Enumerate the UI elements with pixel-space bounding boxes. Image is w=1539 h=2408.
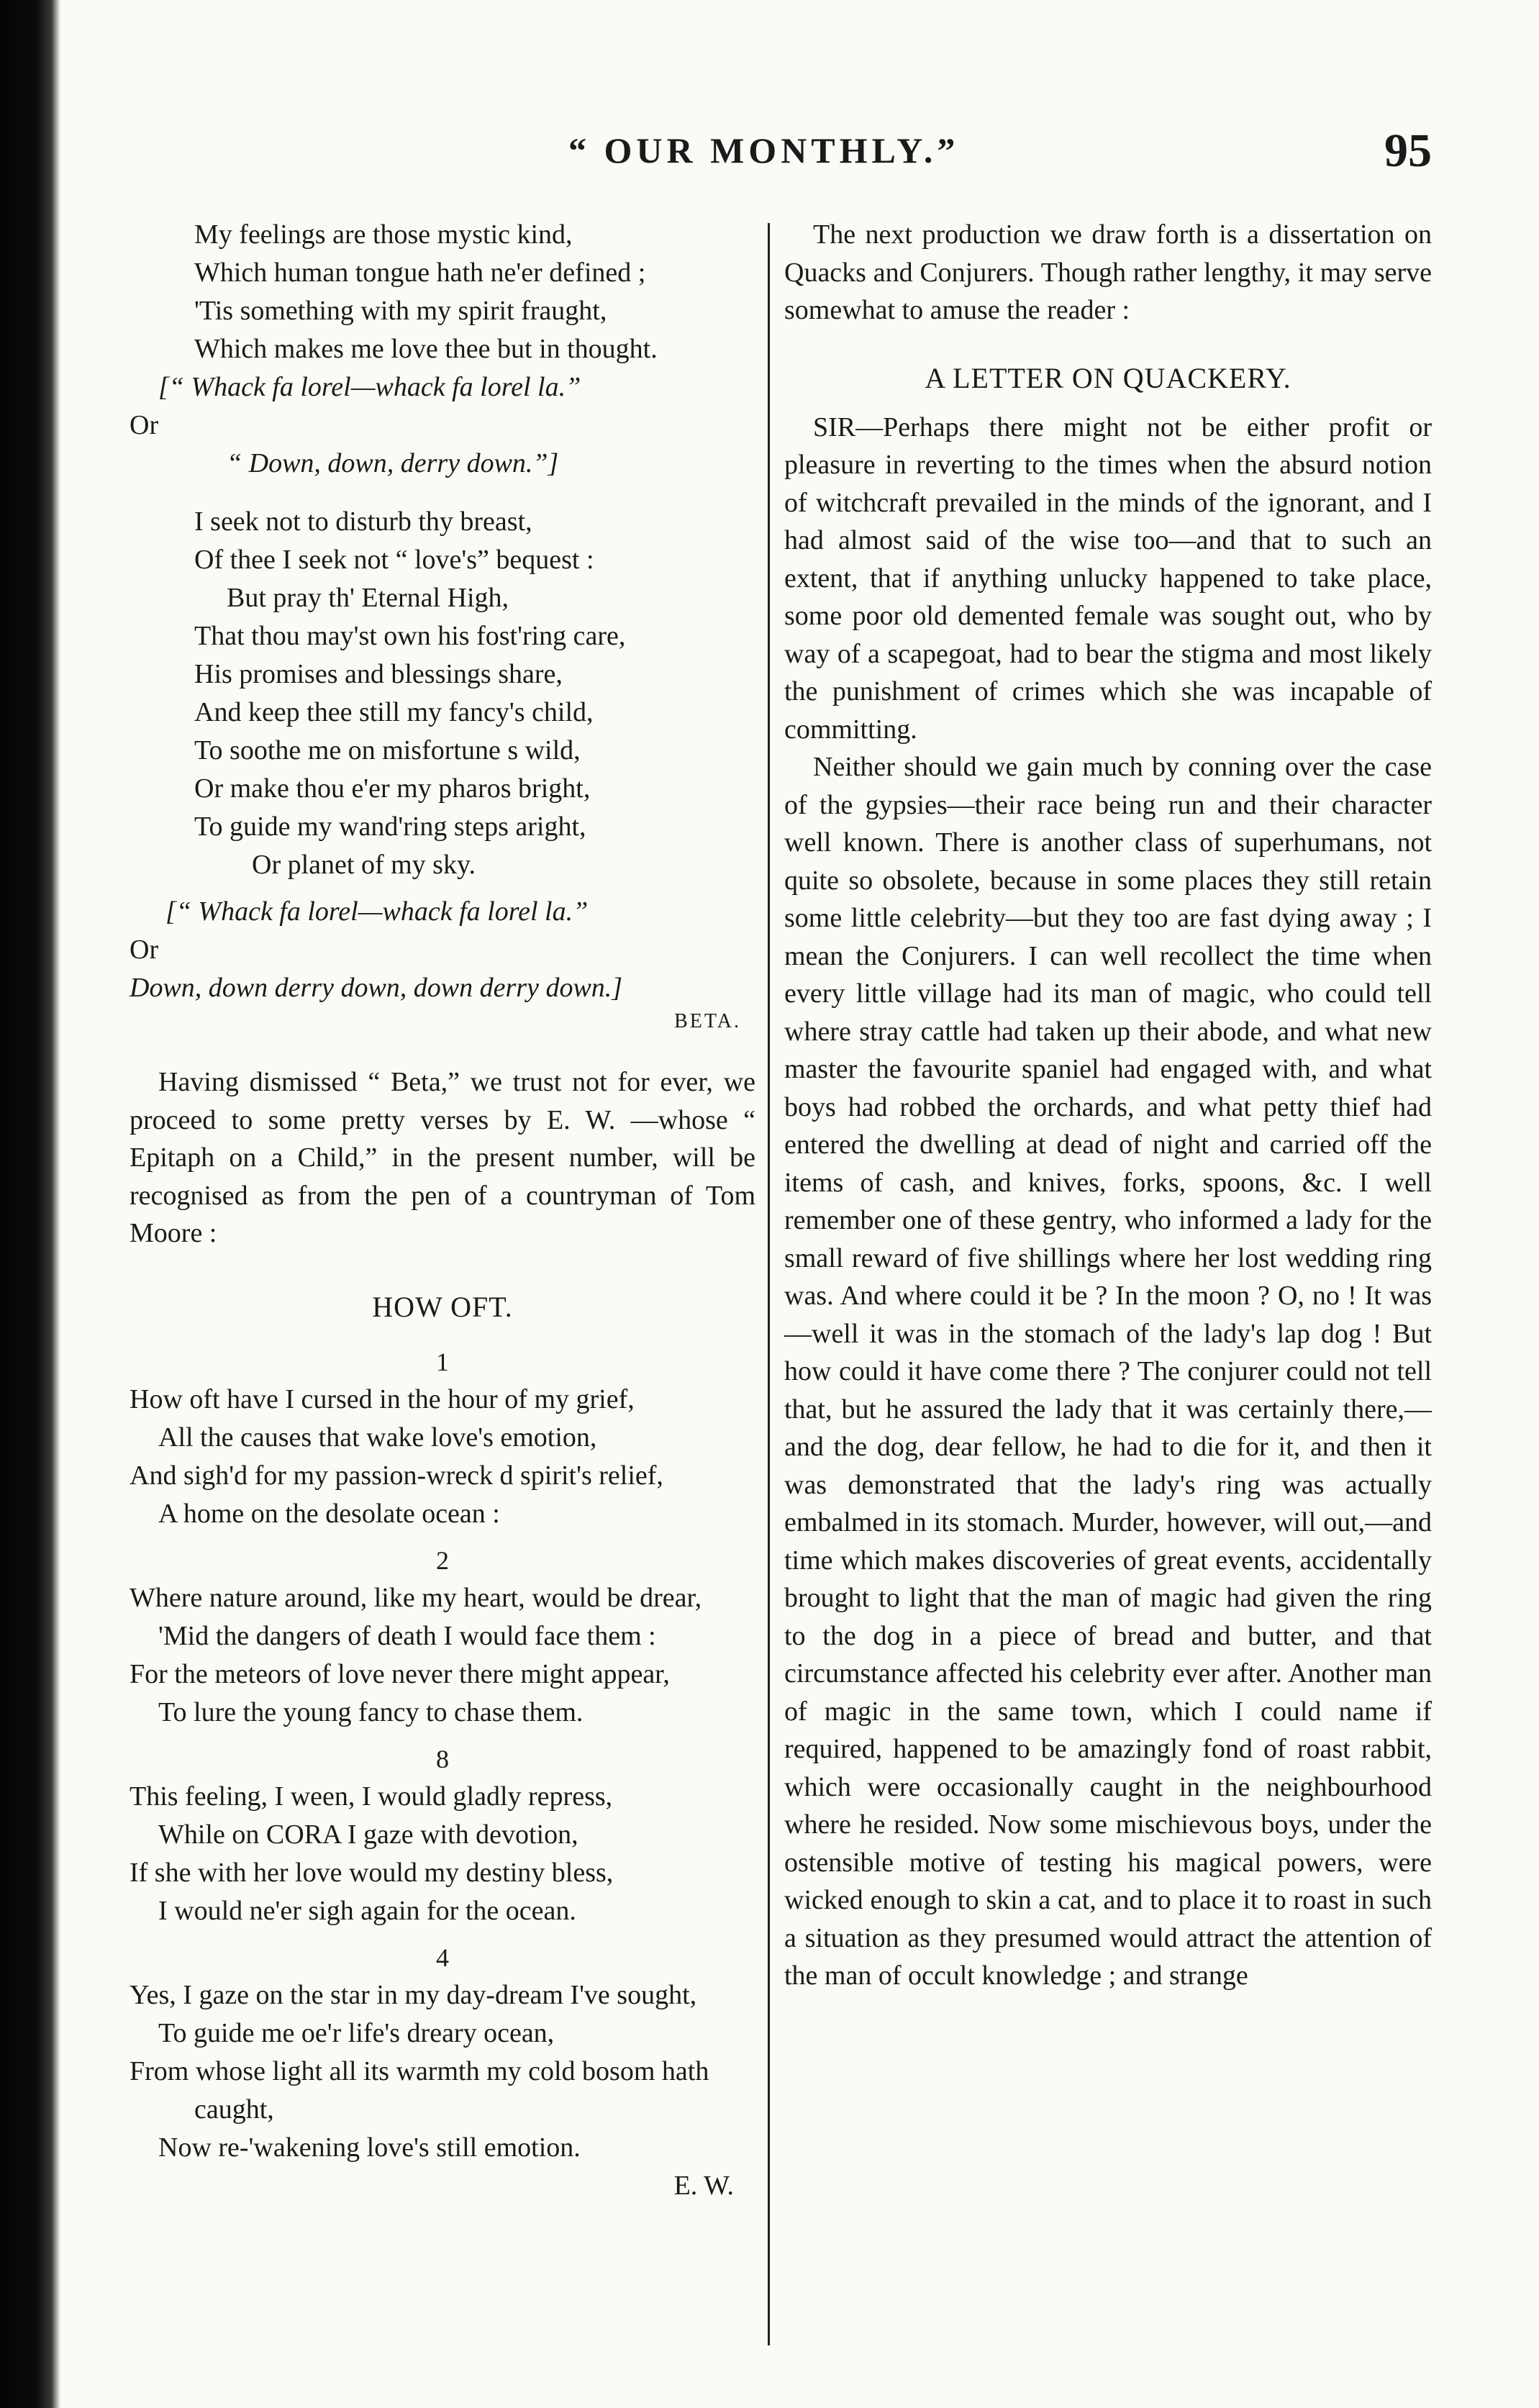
- poem-title: HOW OFT.: [372, 1290, 513, 1323]
- poem-line: To guide me oe'r life's dreary ocean,: [158, 2017, 555, 2048]
- page-number: 95: [1384, 124, 1432, 177]
- poem-line: My feelings are those mystic kind,: [194, 219, 573, 250]
- poem-line: 'Mid the dangers of death I would face them :: [158, 1620, 656, 1651]
- chorus-line: “ Down, down, derry down.”]: [227, 448, 559, 478]
- poem-line: That thou may'st own his fost'ring care,: [194, 621, 626, 651]
- signature-beta: BETA.: [674, 1010, 741, 1032]
- poem-line: I seek not to disturb thy breast,: [194, 506, 532, 537]
- stanza-number: 8: [436, 1744, 449, 1773]
- poem-line: His promises and blessings share,: [194, 659, 563, 689]
- left-column: [130, 216, 755, 2205]
- chorus-line: [“ Whack fa lorel—whack fa lorel la.”: [158, 372, 581, 402]
- stanza-number: 1: [436, 1347, 449, 1376]
- running-title: “ OUR MONTHLY.”: [568, 130, 960, 171]
- stanza-number: 2: [436, 1545, 449, 1575]
- poem-line: Now re-'wakening love's still emotion.: [158, 2132, 581, 2163]
- poem1-stanza2: [130, 503, 755, 884]
- letter-title: A LETTER ON QUACKERY.: [925, 361, 1291, 394]
- editor-note: [784, 216, 1432, 330]
- poem1-stanza1: [130, 216, 755, 368]
- chorus-line: [“ Whack fa lorel—whack fa lorel la.”: [165, 896, 589, 927]
- right-column: [784, 216, 1432, 1995]
- poem-line: Yes, I gaze on the star in my day-dream I've sought,: [130, 1979, 697, 2010]
- poem-line: 'Tis something with my spirit fraught,: [194, 296, 607, 326]
- signature-ew: E. W.: [673, 2170, 734, 2201]
- poem-line: And sigh'd for my passion-wreck d spirit's relief,: [130, 1460, 663, 1491]
- letter-body: [784, 409, 1432, 1995]
- poem-line: But pray th' Eternal High,: [227, 583, 509, 613]
- poem-line: All the causes that wake love's emotion,: [158, 1422, 597, 1453]
- poem-line: Where nature around, like my heart, would be drear,: [130, 1582, 702, 1613]
- poem-line: Which makes me love thee but in thought.: [194, 334, 658, 364]
- paragraph: SIR—Perhaps there might not be either profit or pleasure in reverting to the times when the absurd notion of witchcraft prevailed in the minds of the ignorant, and I had almost said of the wise too—and that to such an extent, that if anything unlucky happened to take place, some poor old demented female was sought out, who by way of a scapegoat, had to bear the stigma and most likely the punishment of crimes which she was incapable of committing.: [784, 412, 1432, 745]
- poem-line: To lure the young fancy to chase them.: [158, 1696, 584, 1727]
- poem-line: How oft have I cursed in the hour of my grief,: [130, 1384, 635, 1414]
- editor-note: [130, 1063, 755, 1253]
- column-divider: [768, 223, 770, 2345]
- page-binding-edge: [0, 0, 60, 2408]
- poem-line: Or make thou e'er my pharos bright,: [194, 773, 591, 804]
- page-header: [144, 124, 1432, 188]
- chorus-or: Or: [130, 935, 159, 965]
- poem-line: From whose light all its warmth my cold bosom hath caught,: [130, 2055, 709, 2125]
- poem-line: Of thee I seek not “ love's” bequest :: [194, 545, 594, 575]
- poem-line: To soothe me on misfortune s wild,: [194, 735, 581, 765]
- poem-line: For the meteors of love never there might appear,: [130, 1658, 670, 1689]
- poem-line: And keep thee still my fancy's child,: [194, 697, 594, 727]
- poem-line: A home on the desolate ocean :: [158, 1498, 500, 1529]
- poem-line: Or planet of my sky.: [252, 850, 476, 880]
- chorus-line: Down, down derry down, down derry down.]: [130, 973, 623, 1003]
- paragraph: The next production we draw forth is a dissertation on Quacks and Conjurers. Though rather lengthy, it may serve somewhat to amuse the reader :: [784, 219, 1432, 325]
- poem-line: To guide my wand'ring steps aright,: [194, 812, 586, 842]
- stanza-number: 4: [436, 1943, 449, 1972]
- paragraph: Having dismissed “ Beta,” we trust not for ever, we proceed to some pretty verses by E. W. —whose “ Epitaph on a Child,” in the present number, will be recognised as from the pen of a countryman of Tom Moore :: [130, 1067, 755, 1248]
- poem-line: I would ne'er sigh again for the ocean.: [158, 1895, 576, 1926]
- poem-line: While on CORA I gaze with devotion,: [158, 1819, 578, 1850]
- poem-line: If she with her love would my destiny bless,: [130, 1857, 614, 1888]
- poem-line: This feeling, I ween, I would gladly repress,: [130, 1781, 613, 1812]
- paragraph: Neither should we gain much by conning over the case of the gypsies—their race being run and their character well known. There is another class of superhumans, not quite so obsolete, because in some places they still retain some little celebrity—but they too are fast dying away ; I mean the Conjurers. I can well recollect the time when every little village had its man of magic, who could tell where stray cattle had taken up their abode, and what new master the favourite spaniel had engaged with, and what boys had robbed the orchards, and what petty thief had entered the dwelling at dead of night and carried off the items of cash, and knives, forks, spoons, &c. I well remember one of these gentry, who informed a lady for the small reward of five shillings where her lost wedding ring was. And where could it be ? In the moon ? O, no ! It was—well it was in the stomach of the lady's lap dog ! But how could it have come there ? The conjurer could not tell that, but he assured the lady that it was certainly there,—and the dog, dear fellow, he had to die for it, and then it was demonstrated that the lady's ring was actually embalmed in its stomach. Murder, however, will out,—and time which makes discoveries of great events, accidentally brought to light that the man of magic had given the ring to the dog in a piece of bread and butter, and that circumstance affected his celebrity ever after. Another man of magic in the same town, which I could name if required, happened to be amazingly fond of roast rabbit, which were occasionally caught in the neighbourhood where he resided. Now some mischievous boys, under the ostensible motive of testing his magical powers, were wicked enough to skin a cat, and to place it to roast in such a situation as they presumed would attract the attention of the man of occult knowledge ; and strange: [784, 752, 1432, 1991]
- chorus-or: Or: [130, 410, 159, 440]
- poem-line: Which human tongue hath ne'er defined ;: [194, 258, 646, 288]
